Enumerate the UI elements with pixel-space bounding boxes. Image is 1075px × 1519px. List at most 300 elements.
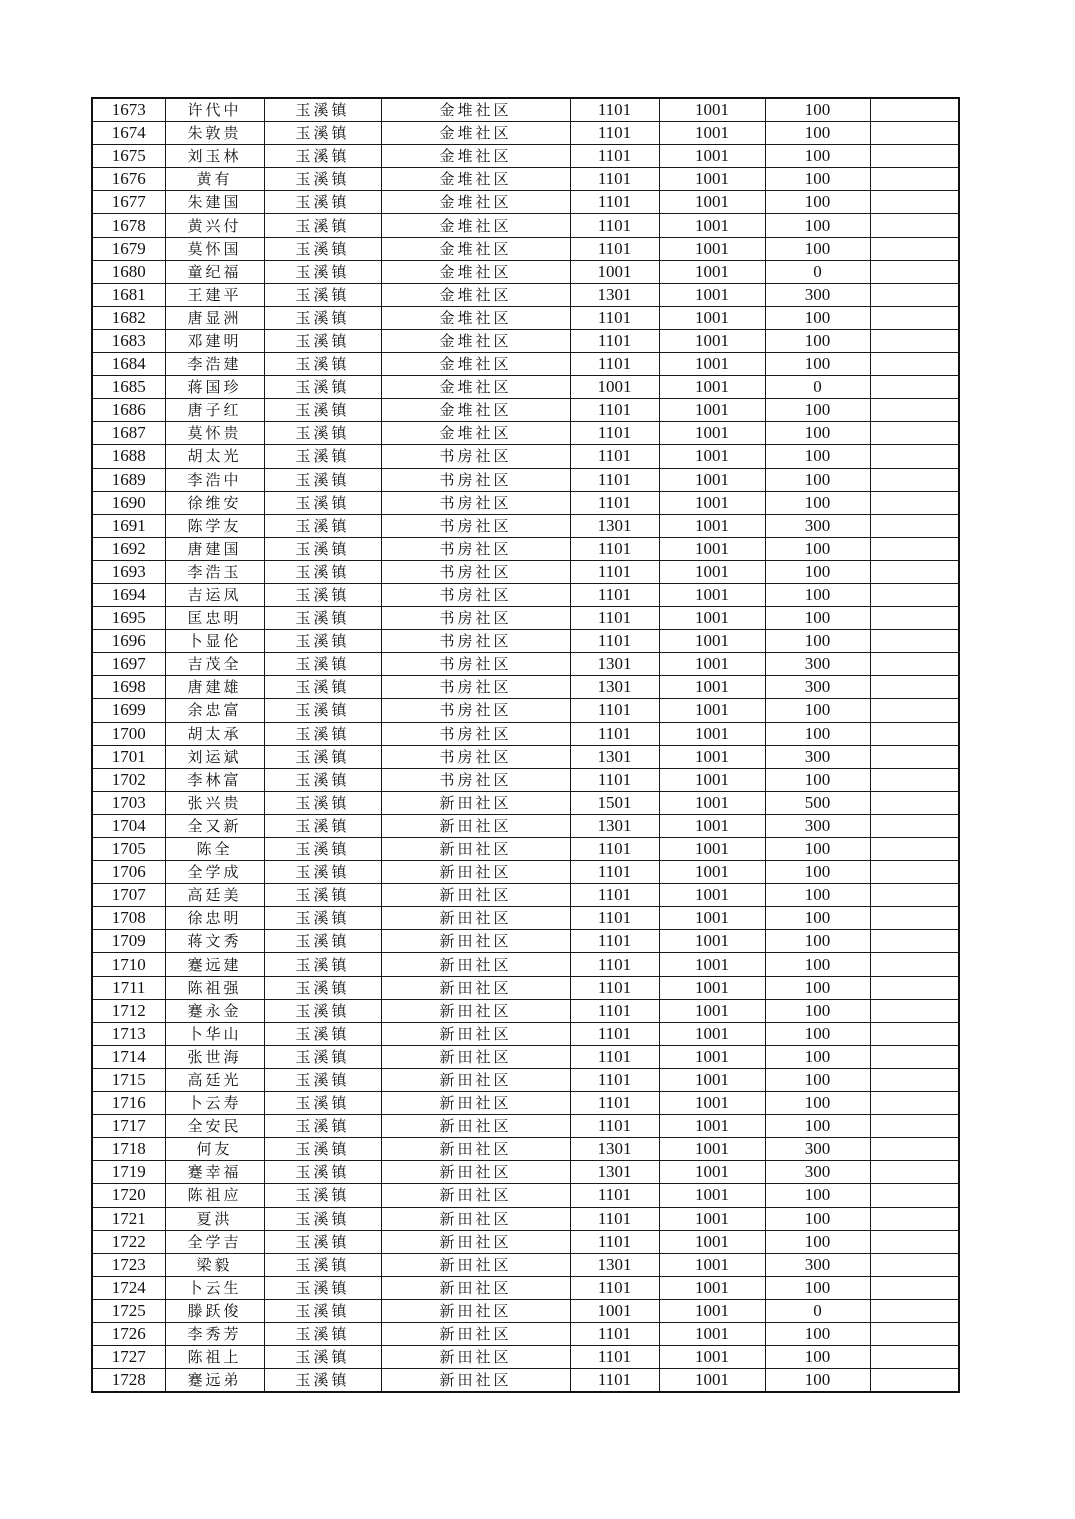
cell-name: 蒋文秀: [165, 930, 264, 953]
cell-name: 唐建国: [165, 537, 264, 560]
cell-name: 高廷光: [165, 1068, 264, 1091]
cell-amount: 100: [765, 329, 870, 352]
cell-code-a: 1101: [570, 630, 659, 653]
cell-town: 玉溪镇: [264, 98, 381, 122]
table-row: [92, 283, 959, 306]
cell-code-a: 1101: [570, 1276, 659, 1299]
cell-town: 玉溪镇: [264, 583, 381, 606]
cell-amount: 100: [765, 1068, 870, 1091]
cell-note: [870, 1161, 959, 1184]
cell-name: 余忠富: [165, 699, 264, 722]
cell-town: 玉溪镇: [264, 999, 381, 1022]
cell-code-a: 1101: [570, 1092, 659, 1115]
cell-community: 书房社区: [381, 468, 570, 491]
cell-name: 唐显洲: [165, 306, 264, 329]
cell-code-b: 1001: [659, 1230, 765, 1253]
cell-code-b: 1001: [659, 1299, 765, 1322]
cell-serial-number: 1693: [92, 560, 165, 583]
cell-code-b: 1001: [659, 1369, 765, 1393]
cell-community: 新田社区: [381, 907, 570, 930]
cell-town: 玉溪镇: [264, 422, 381, 445]
cell-note: [870, 907, 959, 930]
cell-town: 玉溪镇: [264, 329, 381, 352]
cell-community: 金堆社区: [381, 329, 570, 352]
cell-name: 卜云寿: [165, 1092, 264, 1115]
cell-community: 金堆社区: [381, 98, 570, 122]
cell-amount: 100: [765, 445, 870, 468]
cell-name: 李浩玉: [165, 560, 264, 583]
cell-town: 玉溪镇: [264, 1022, 381, 1045]
cell-note: [870, 1045, 959, 1068]
table-row: [92, 1022, 959, 1045]
cell-serial-number: 1685: [92, 376, 165, 399]
cell-code-a: 1101: [570, 1207, 659, 1230]
cell-code-a: 1301: [570, 1161, 659, 1184]
cell-town: 玉溪镇: [264, 1299, 381, 1322]
cell-amount: 100: [765, 237, 870, 260]
table-row: [92, 861, 959, 884]
cell-amount: 100: [765, 1115, 870, 1138]
cell-name: 李浩中: [165, 468, 264, 491]
table-row: [92, 838, 959, 861]
cell-name: 何友: [165, 1138, 264, 1161]
cell-name: 吉茂全: [165, 653, 264, 676]
cell-note: [870, 814, 959, 837]
cell-code-a: 1101: [570, 168, 659, 191]
cell-community: 金堆社区: [381, 260, 570, 283]
cell-town: 玉溪镇: [264, 861, 381, 884]
table-row: [92, 399, 959, 422]
cell-town: 玉溪镇: [264, 491, 381, 514]
table-row: [92, 791, 959, 814]
cell-amount: 100: [765, 122, 870, 145]
table-row: [92, 1092, 959, 1115]
cell-town: 玉溪镇: [264, 1346, 381, 1369]
cell-serial-number: 1719: [92, 1161, 165, 1184]
cell-note: [870, 283, 959, 306]
cell-amount: 100: [765, 399, 870, 422]
table-row: [92, 699, 959, 722]
table-row: [92, 445, 959, 468]
table-row: [92, 491, 959, 514]
table-row: [92, 999, 959, 1022]
cell-town: 玉溪镇: [264, 1092, 381, 1115]
cell-town: 玉溪镇: [264, 145, 381, 168]
cell-amount: 500: [765, 791, 870, 814]
cell-community: 新田社区: [381, 838, 570, 861]
cell-code-b: 1001: [659, 491, 765, 514]
cell-note: [870, 537, 959, 560]
cell-amount: 100: [765, 1230, 870, 1253]
cell-community: 新田社区: [381, 1322, 570, 1345]
cell-name: 全安民: [165, 1115, 264, 1138]
cell-name: 蹇永金: [165, 999, 264, 1022]
cell-code-b: 1001: [659, 768, 765, 791]
cell-code-b: 1001: [659, 722, 765, 745]
table-row: [92, 376, 959, 399]
cell-note: [870, 237, 959, 260]
table-row: [92, 168, 959, 191]
cell-amount: 0: [765, 376, 870, 399]
cell-town: 玉溪镇: [264, 676, 381, 699]
cell-note: [870, 1207, 959, 1230]
cell-code-b: 1001: [659, 445, 765, 468]
cell-code-a: 1101: [570, 1045, 659, 1068]
cell-code-a: 1101: [570, 722, 659, 745]
table-row: [92, 122, 959, 145]
table-row: [92, 306, 959, 329]
cell-code-a: 1101: [570, 1230, 659, 1253]
cell-code-b: 1001: [659, 1022, 765, 1045]
table-body: [92, 98, 959, 1392]
cell-amount: 300: [765, 1161, 870, 1184]
cell-note: [870, 560, 959, 583]
table-row: [92, 329, 959, 352]
cell-name: 全学吉: [165, 1230, 264, 1253]
cell-amount: 100: [765, 422, 870, 445]
cell-amount: 100: [765, 1045, 870, 1068]
cell-community: 金堆社区: [381, 376, 570, 399]
cell-serial-number: 1687: [92, 422, 165, 445]
cell-code-a: 1101: [570, 1184, 659, 1207]
cell-name: 卜华山: [165, 1022, 264, 1045]
cell-name: 蒋国珍: [165, 376, 264, 399]
cell-code-a: 1001: [570, 1299, 659, 1322]
cell-serial-number: 1680: [92, 260, 165, 283]
cell-amount: 100: [765, 861, 870, 884]
cell-amount: 300: [765, 1138, 870, 1161]
table-row: [92, 1138, 959, 1161]
cell-amount: 100: [765, 1322, 870, 1345]
cell-note: [870, 583, 959, 606]
cell-code-b: 1001: [659, 861, 765, 884]
cell-community: 新田社区: [381, 930, 570, 953]
cell-community: 金堆社区: [381, 168, 570, 191]
cell-serial-number: 1718: [92, 1138, 165, 1161]
table-row: [92, 630, 959, 653]
table-row: [92, 260, 959, 283]
cell-community: 书房社区: [381, 722, 570, 745]
cell-name: 刘玉林: [165, 145, 264, 168]
cell-amount: 100: [765, 191, 870, 214]
cell-community: 金堆社区: [381, 191, 570, 214]
cell-serial-number: 1682: [92, 306, 165, 329]
cell-town: 玉溪镇: [264, 1276, 381, 1299]
cell-code-a: 1101: [570, 1346, 659, 1369]
cell-code-a: 1101: [570, 930, 659, 953]
cell-note: [870, 745, 959, 768]
cell-community: 新田社区: [381, 1161, 570, 1184]
cell-name: 陈祖应: [165, 1184, 264, 1207]
cell-note: [870, 999, 959, 1022]
cell-community: 书房社区: [381, 537, 570, 560]
cell-community: 书房社区: [381, 699, 570, 722]
cell-amount: 100: [765, 976, 870, 999]
cell-serial-number: 1674: [92, 122, 165, 145]
cell-code-a: 1101: [570, 1115, 659, 1138]
cell-code-b: 1001: [659, 930, 765, 953]
cell-community: 金堆社区: [381, 283, 570, 306]
cell-note: [870, 1022, 959, 1045]
cell-community: 新田社区: [381, 976, 570, 999]
cell-town: 玉溪镇: [264, 1068, 381, 1091]
cell-town: 玉溪镇: [264, 838, 381, 861]
cell-note: [870, 468, 959, 491]
cell-code-a: 1101: [570, 583, 659, 606]
cell-community: 书房社区: [381, 653, 570, 676]
cell-serial-number: 1686: [92, 399, 165, 422]
cell-town: 玉溪镇: [264, 468, 381, 491]
cell-town: 玉溪镇: [264, 1161, 381, 1184]
cell-community: 书房社区: [381, 630, 570, 653]
table-row: [92, 537, 959, 560]
cell-code-b: 1001: [659, 1346, 765, 1369]
cell-note: [870, 122, 959, 145]
table-row: [92, 1045, 959, 1068]
table-row: [92, 353, 959, 376]
cell-amount: 100: [765, 1184, 870, 1207]
cell-town: 玉溪镇: [264, 1322, 381, 1345]
cell-serial-number: 1691: [92, 514, 165, 537]
cell-town: 玉溪镇: [264, 445, 381, 468]
cell-name: 莫怀国: [165, 237, 264, 260]
cell-town: 玉溪镇: [264, 884, 381, 907]
cell-community: 书房社区: [381, 676, 570, 699]
cell-name: 卜显伦: [165, 630, 264, 653]
table-row: [92, 1115, 959, 1138]
cell-note: [870, 98, 959, 122]
cell-amount: 100: [765, 722, 870, 745]
cell-note: [870, 214, 959, 237]
cell-code-b: 1001: [659, 468, 765, 491]
table-row: [92, 653, 959, 676]
cell-code-b: 1001: [659, 191, 765, 214]
cell-amount: 100: [765, 1369, 870, 1393]
cell-amount: 300: [765, 676, 870, 699]
cell-amount: 100: [765, 907, 870, 930]
cell-serial-number: 1679: [92, 237, 165, 260]
cell-name: 吉运凤: [165, 583, 264, 606]
cell-code-b: 1001: [659, 1138, 765, 1161]
cell-amount: 100: [765, 491, 870, 514]
cell-code-b: 1001: [659, 814, 765, 837]
cell-note: [870, 653, 959, 676]
table-row: [92, 1346, 959, 1369]
cell-note: [870, 306, 959, 329]
cell-code-a: 1101: [570, 191, 659, 214]
cell-amount: 100: [765, 583, 870, 606]
cell-community: 新田社区: [381, 1184, 570, 1207]
cell-code-a: 1101: [570, 560, 659, 583]
cell-serial-number: 1722: [92, 1230, 165, 1253]
cell-community: 新田社区: [381, 1230, 570, 1253]
cell-amount: 300: [765, 1253, 870, 1276]
cell-serial-number: 1726: [92, 1322, 165, 1345]
cell-community: 金堆社区: [381, 353, 570, 376]
cell-code-b: 1001: [659, 560, 765, 583]
cell-town: 玉溪镇: [264, 607, 381, 630]
cell-name: 张世海: [165, 1045, 264, 1068]
cell-code-a: 1101: [570, 861, 659, 884]
cell-note: [870, 1068, 959, 1091]
cell-amount: 300: [765, 814, 870, 837]
cell-code-b: 1001: [659, 838, 765, 861]
cell-community: 书房社区: [381, 583, 570, 606]
cell-name: 黄兴付: [165, 214, 264, 237]
cell-code-b: 1001: [659, 1322, 765, 1345]
cell-note: [870, 676, 959, 699]
cell-code-b: 1001: [659, 653, 765, 676]
cell-town: 玉溪镇: [264, 1230, 381, 1253]
cell-code-a: 1301: [570, 676, 659, 699]
cell-town: 玉溪镇: [264, 353, 381, 376]
cell-code-b: 1001: [659, 745, 765, 768]
cell-name: 滕跃俊: [165, 1299, 264, 1322]
cell-amount: 300: [765, 514, 870, 537]
cell-note: [870, 791, 959, 814]
cell-community: 书房社区: [381, 514, 570, 537]
cell-code-a: 1001: [570, 260, 659, 283]
cell-code-a: 1101: [570, 607, 659, 630]
cell-code-a: 1301: [570, 653, 659, 676]
cell-note: [870, 260, 959, 283]
cell-community: 金堆社区: [381, 145, 570, 168]
cell-code-a: 1101: [570, 214, 659, 237]
cell-community: 金堆社区: [381, 237, 570, 260]
cell-name: 李秀芳: [165, 1322, 264, 1345]
cell-serial-number: 1714: [92, 1045, 165, 1068]
cell-name: 唐建雄: [165, 676, 264, 699]
cell-code-a: 1001: [570, 376, 659, 399]
table-row: [92, 422, 959, 445]
cell-code-a: 1101: [570, 237, 659, 260]
cell-code-b: 1001: [659, 676, 765, 699]
cell-community: 新田社区: [381, 1276, 570, 1299]
cell-amount: 100: [765, 214, 870, 237]
cell-amount: 100: [765, 468, 870, 491]
cell-code-a: 1101: [570, 122, 659, 145]
cell-code-a: 1101: [570, 422, 659, 445]
cell-town: 玉溪镇: [264, 1207, 381, 1230]
table-row: [92, 98, 959, 122]
cell-community: 新田社区: [381, 999, 570, 1022]
cell-code-a: 1101: [570, 491, 659, 514]
cell-name: 徐维安: [165, 491, 264, 514]
cell-note: [870, 376, 959, 399]
cell-note: [870, 768, 959, 791]
cell-amount: 100: [765, 999, 870, 1022]
cell-name: 邓建明: [165, 329, 264, 352]
cell-community: 新田社区: [381, 1045, 570, 1068]
cell-town: 玉溪镇: [264, 814, 381, 837]
cell-name: 夏洪: [165, 1207, 264, 1230]
cell-community: 新田社区: [381, 1092, 570, 1115]
cell-town: 玉溪镇: [264, 930, 381, 953]
cell-serial-number: 1702: [92, 768, 165, 791]
cell-amount: 100: [765, 168, 870, 191]
table-row: [92, 191, 959, 214]
cell-serial-number: 1720: [92, 1184, 165, 1207]
cell-community: 书房社区: [381, 491, 570, 514]
cell-code-a: 1501: [570, 791, 659, 814]
cell-note: [870, 329, 959, 352]
cell-name: 胡太光: [165, 445, 264, 468]
cell-amount: 100: [765, 353, 870, 376]
cell-note: [870, 353, 959, 376]
cell-code-b: 1001: [659, 699, 765, 722]
cell-town: 玉溪镇: [264, 1369, 381, 1393]
table-row: [92, 468, 959, 491]
cell-note: [870, 607, 959, 630]
cell-note: [870, 722, 959, 745]
cell-town: 玉溪镇: [264, 722, 381, 745]
cell-code-a: 1101: [570, 399, 659, 422]
cell-name: 陈全: [165, 838, 264, 861]
cell-town: 玉溪镇: [264, 907, 381, 930]
cell-code-b: 1001: [659, 1253, 765, 1276]
cell-name: 梁毅: [165, 1253, 264, 1276]
cell-code-a: 1101: [570, 329, 659, 352]
cell-name: 李林富: [165, 768, 264, 791]
cell-serial-number: 1707: [92, 884, 165, 907]
cell-code-a: 1101: [570, 999, 659, 1022]
cell-serial-number: 1712: [92, 999, 165, 1022]
cell-amount: 100: [765, 607, 870, 630]
cell-serial-number: 1706: [92, 861, 165, 884]
cell-amount: 100: [765, 1276, 870, 1299]
cell-code-a: 1301: [570, 1138, 659, 1161]
cell-name: 莫怀贵: [165, 422, 264, 445]
cell-serial-number: 1723: [92, 1253, 165, 1276]
cell-amount: 300: [765, 283, 870, 306]
cell-note: [870, 514, 959, 537]
table-row: [92, 583, 959, 606]
cell-name: 李浩建: [165, 353, 264, 376]
cell-amount: 100: [765, 930, 870, 953]
cell-code-b: 1001: [659, 283, 765, 306]
cell-town: 玉溪镇: [264, 745, 381, 768]
cell-serial-number: 1697: [92, 653, 165, 676]
cell-community: 新田社区: [381, 791, 570, 814]
cell-serial-number: 1681: [92, 283, 165, 306]
cell-note: [870, 838, 959, 861]
cell-town: 玉溪镇: [264, 560, 381, 583]
cell-serial-number: 1701: [92, 745, 165, 768]
cell-serial-number: 1703: [92, 791, 165, 814]
cell-town: 玉溪镇: [264, 953, 381, 976]
cell-town: 玉溪镇: [264, 168, 381, 191]
table-row: [92, 884, 959, 907]
cell-amount: 100: [765, 537, 870, 560]
cell-name: 童纪福: [165, 260, 264, 283]
table-row: [92, 814, 959, 837]
cell-note: [870, 1346, 959, 1369]
cell-name: 卜云生: [165, 1276, 264, 1299]
data-table: [91, 97, 960, 1393]
cell-code-b: 1001: [659, 306, 765, 329]
cell-amount: 100: [765, 306, 870, 329]
cell-code-a: 1101: [570, 838, 659, 861]
cell-town: 玉溪镇: [264, 260, 381, 283]
cell-community: 书房社区: [381, 768, 570, 791]
cell-community: 新田社区: [381, 814, 570, 837]
cell-code-b: 1001: [659, 976, 765, 999]
cell-code-b: 1001: [659, 607, 765, 630]
cell-town: 玉溪镇: [264, 376, 381, 399]
cell-serial-number: 1673: [92, 98, 165, 122]
cell-amount: 100: [765, 699, 870, 722]
cell-name: 许代中: [165, 98, 264, 122]
